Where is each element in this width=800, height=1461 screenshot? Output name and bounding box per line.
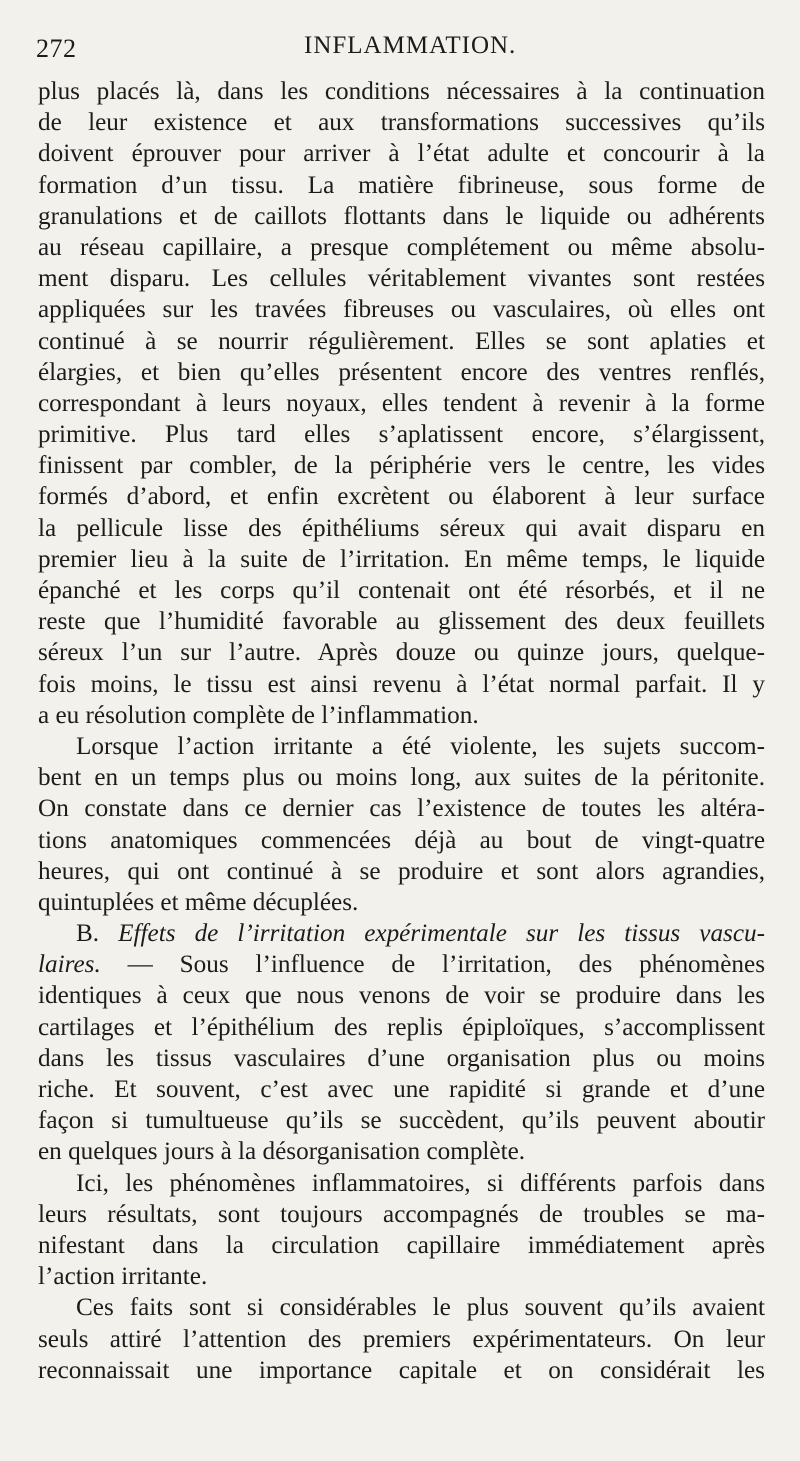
- section-b-heading-line-1: [38, 918, 765, 949]
- section-title-part-2: laires.: [38, 951, 101, 979]
- text-line: granulations et de caillots flottants dans le liquide ou adhérents: [38, 202, 765, 230]
- text-line: la pellicule lisse des épithéliums séreux qui avait disparu en: [38, 514, 765, 542]
- text-line: Lorsque l’action irritante a été violente, les sujets succom-: [76, 732, 765, 760]
- page-header: [36, 28, 766, 68]
- text-line: élargies, et bien qu’elles présentent encore des ventres renflés,: [38, 358, 765, 386]
- section-title-part-1: Effets de l’irritation expérimentale sur les tissus vascu-: [118, 920, 766, 948]
- text-line: Ici, les phénomènes inflammatoires, si différents parfois dans: [76, 1169, 765, 1197]
- text-line: fois moins, le tissu est ainsi revenu à l’état normal parfait. Il y: [38, 670, 765, 698]
- text-line: dans les tissus vasculaires d’une organisation plus ou moins: [38, 1044, 765, 1072]
- text-line: leurs résultats, sont toujours accompagnés de troubles se ma-: [38, 1200, 765, 1228]
- text-line: seuls attiré l’attention des premiers expérimentateurs. On leur: [38, 1325, 765, 1353]
- text-line: tions anatomiques commencées déjà au bout de vingt-quatre: [38, 826, 765, 854]
- text-line: plus placés là, dans les conditions nécessaires à la continuation: [38, 78, 765, 105]
- paragraphs-part-1: [38, 76, 765, 918]
- text-line: doivent éprouver pour arriver à l’état adulte et concourir à la: [38, 140, 765, 168]
- text-line: cartilages et l’épithélium des replis épiploïques, s’accomplissent: [38, 1013, 765, 1041]
- text-line: formés d’abord, et enfin excrètent ou élaborent à leur surface: [38, 483, 765, 511]
- text-line: au réseau capillaire, a presque complétement ou même absolu-: [38, 233, 765, 261]
- body-text: [38, 76, 765, 1386]
- text-line: de leur existence et aux transformations successives qu’ils: [38, 109, 765, 137]
- text-line: riche. Et souvent, c’est avec une rapidité si grande et d’une: [38, 1076, 765, 1103]
- text-line: en quelques jours à la désorganisation complète.: [38, 1138, 526, 1166]
- text-line: ment disparu. Les cellules véritablement vivantes sont restées: [38, 265, 765, 293]
- section-b-heading-line-2: [38, 949, 765, 980]
- text-line: nifestant dans la circulation capillaire immédiatement après: [38, 1231, 765, 1259]
- section-letter: B.: [76, 920, 100, 948]
- text-line: façon si tumultueuse qu’ils se succèdent, qu’ils peuvent aboutir: [38, 1107, 765, 1135]
- section-b-text-start: — Sous l’influence de l’irritation, des phénomènes: [100, 951, 765, 979]
- text-line: primitive. Plus tard elles s’aplatissent encore, s’élargissent,: [38, 421, 765, 449]
- text-line: correspondant à leurs noyaux, elles tendent à revenir à la forme: [38, 389, 765, 417]
- text-line: bent en un temps plus ou moins long, aux suites de la péritonite.: [38, 764, 765, 792]
- page-number: 272: [36, 34, 77, 63]
- text-line: séreux l’un sur l’autre. Après douze ou quinze jours, quelque-: [38, 639, 765, 667]
- text-line: appliquées sur les travées fibreuses ou vasculaires, où elles ont: [38, 296, 765, 324]
- text-line: finissent par combler, de la périphérie vers le centre, les vides: [38, 452, 765, 480]
- text-line: quintuplées et même décuplées.: [38, 888, 359, 916]
- text-line: reste que l’humidité favorable au glissement des deux feuillets: [38, 608, 765, 636]
- text-line: l’action irritante.: [38, 1263, 208, 1291]
- text-line: formation d’un tissu. La matière fibrineuse, sous forme de: [38, 171, 765, 199]
- text-line: reconnaissait une importance capitale et on considérait les: [38, 1356, 765, 1384]
- paragraphs-part-2: [38, 980, 765, 1385]
- text-line: continué à se nourrir régulièrement. Elles se sont aplaties et: [38, 327, 765, 355]
- text-line: Ces faits sont si considérables le plus souvent qu’ils avaient: [76, 1294, 765, 1322]
- text-line: premier lieu à la suite de l’irritation. En même temps, le liquide: [38, 545, 765, 573]
- text-line: a eu résolution complète de l’inflammation.: [38, 701, 479, 729]
- running-title: INFLAMMATION.: [304, 32, 517, 59]
- text-line: On constate dans ce dernier cas l’existence de toutes les altéra-: [38, 795, 765, 823]
- text-line: épanché et les corps qu’il contenait ont été résorbés, et il ne: [38, 577, 765, 604]
- text-line: heures, qui ont continué à se produire et sont alors agrandies,: [38, 857, 765, 885]
- text-line: identiques à ceux que nous venons de voir se produire dans les: [38, 982, 765, 1010]
